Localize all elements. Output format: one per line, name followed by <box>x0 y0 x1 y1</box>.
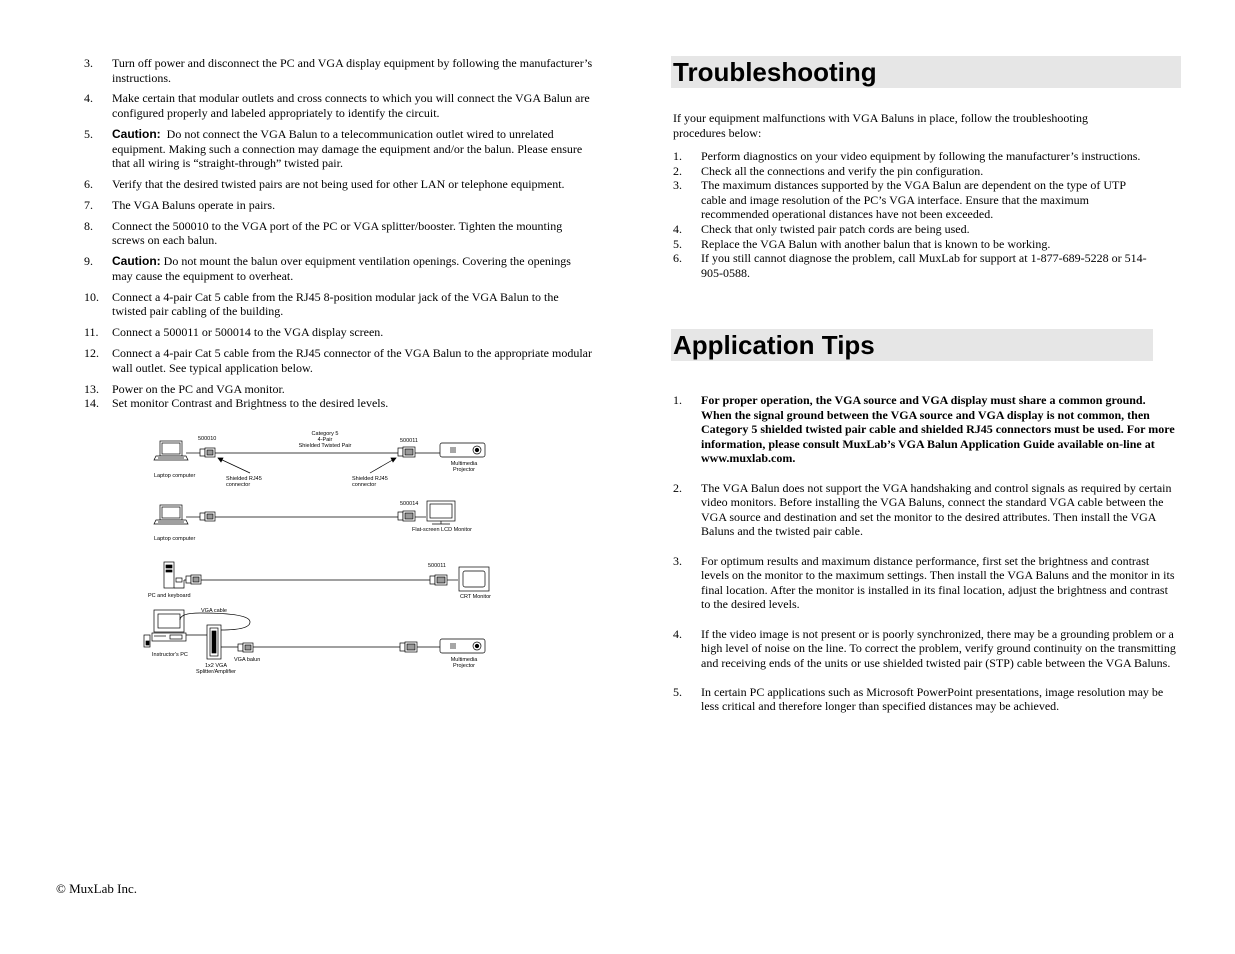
crt-monitor-icon <box>459 567 489 591</box>
step-5: 5. Caution: Do not connect the VGA Balun to a telecommunication outlet wired to unrelated equipment. Making such a connection may damage the equipment and/or the balun. Please ensure that all wiring is “straight-through” twisted pair. <box>84 126 583 171</box>
step-14: 14. Set monitor Contrast and Brightness to the desired levels. <box>84 396 389 411</box>
vga-splitter-icon <box>207 625 221 659</box>
troubleshooting-intro: If your equipment malfunctions with VGA Baluns in place, follow the troubleshooting procedures below: <box>673 111 1089 140</box>
label-rj45: Shielded RJ45 <box>226 476 262 482</box>
projector-icon <box>440 639 485 653</box>
application-tips-heading: Application Tips <box>671 329 1153 361</box>
step-11: 11. Connect a 500011 or 500014 to the VGA display screen. <box>84 325 384 340</box>
label-projector: Multimedia <box>450 657 478 663</box>
list-item: 2. Check all the connections and verify the pin configuration. <box>673 163 984 178</box>
label-lcd: Flat-screen LCD Monitor <box>412 527 472 533</box>
projector-icon <box>440 443 485 457</box>
label-500010: 500010 <box>198 436 217 442</box>
label-vga-cable: VGA cable <box>201 608 227 614</box>
troubleshooting-heading: Troubleshooting <box>671 56 1181 88</box>
step-4: 4. Make certain that modular outlets and cross connects to which you will connect the VGA Balun are configured properly and labeled appropriately to identify the circuit. <box>84 91 590 121</box>
label-laptop: Laptop computer <box>154 473 196 479</box>
right-column <box>617 0 1235 954</box>
list-item: 6. If you still cannot diagnose the problem, call MuxLab for support at 1-877-689-5228 or 514-905-0588. <box>673 251 1147 280</box>
label-vga-balun: VGA balun <box>234 657 261 663</box>
label-stp: Shielded Twisted Pair <box>298 443 352 449</box>
label-500011: 500011 <box>400 438 418 444</box>
list-item: 2. The VGA Balun does not support the VGA handshaking and control signals as required by certain video monitors. Before installing the VGA Baluns, connect the standard VGA cable between the VGA source and destination and set the monitor to the desired attributes. Then install the VGA Baluns and the twisted pair cable. <box>673 480 1172 539</box>
laptop-icon <box>154 441 188 460</box>
caution-label: Caution: <box>112 126 161 141</box>
step-6: 6. Verify that the desired twisted pairs are not being used for other LAN or telephone equipment. <box>84 177 565 192</box>
label-rj45: Shielded RJ45 <box>352 476 388 482</box>
pc-keyboard-icon <box>164 562 184 588</box>
step-3: 3. Turn off power and disconnect the PC and VGA display equipment by following the manufacturer’s instructions. <box>84 56 593 85</box>
label-laptop: Laptop computer <box>154 536 196 542</box>
step-12: 12. Connect a 4-pair Cat 5 cable from the RJ45 connector of the VGA Balun to the appropriate modular wall outlet. See typical application below. <box>84 346 592 375</box>
balun-icon <box>186 575 201 584</box>
list-item: 4. If the video image is not present or is poorly synchronized, there may be a grounding problem or a high level of noise on the line. To correct the problem, verify ground continuity on the transmitting and receiving ends of the units or use shielded twisted pair (STP) cable between the VGA Baluns. <box>673 626 1176 670</box>
label-projector: Projector <box>452 663 476 669</box>
balun-500014-icon <box>398 511 415 521</box>
balun-icon <box>200 512 215 521</box>
label-crt: CRT Monitor <box>460 594 491 600</box>
instructor-pc-icon <box>144 610 186 647</box>
label-splitter: 1x2 VGA <box>204 663 228 669</box>
label-500014: 500014 <box>400 501 419 507</box>
step-9: 9. Caution: Do not mount the balun over equipment ventilation openings. Covering the openings may cause the equipment to overheat. <box>84 254 571 283</box>
lcd-monitor-icon <box>427 501 455 524</box>
application-diagram <box>140 425 500 680</box>
step-10: 10. Connect a 4-pair Cat 5 cable from the RJ45 8-position modular jack of the VGA Balun to the twisted pair cabling of the building. <box>84 289 559 319</box>
label-splitter: Splitter/Amplifier <box>195 669 237 675</box>
balun-icon <box>400 642 417 652</box>
list-item: 1. For proper operation, the VGA source and VGA display must share a common ground. When the signal ground between the VGA source and VGA display is not common, then Category 5 shielded twisted pair cable and shielded RJ45 connectors must be used. For more information, please consult MuxLab’s VGA Balun Application Guide available on-line at www.muxlab.com. <box>673 393 1175 466</box>
laptop-icon <box>154 505 188 524</box>
label-pc: PC and keyboard <box>148 593 191 599</box>
label-projector: Multimedia <box>450 461 478 467</box>
list-item: 3. For optimum results and maximum distance performance, first set the brightness and contrast levels on the monitor to the maximum settings. Then install the VGA Baluns and the monitor in its final location. After the monitor is installed in its final location, adjust the brightness and contrast to the desired levels. <box>673 553 1175 612</box>
balun-500011-icon <box>398 447 415 457</box>
left-column <box>0 0 617 954</box>
step-8: 8. Connect the 500010 to the VGA port of the PC or VGA splitter/booster. Tighten the mounting screws on each balun. <box>84 218 563 248</box>
list-item: 4. Check that only twisted pair patch cords are being used. <box>673 221 970 236</box>
vga-balun-icon <box>238 643 253 652</box>
label-500011: 500011 <box>428 563 446 569</box>
step-13: 13. Power on the PC and VGA monitor. <box>84 381 285 396</box>
label-cat5: Category 5 <box>311 431 339 437</box>
label-4pair: 4-Pair <box>317 437 333 443</box>
label-rj45: connector <box>352 482 377 488</box>
label-projector: Projector <box>452 467 476 473</box>
list-item: 5. In certain PC applications such as Microsoft PowerPoint presentations, image resolution may be less critical and therefore longer than specified distances may be achieved. <box>673 684 1164 714</box>
troubleshooting-list <box>673 149 1153 280</box>
step-7: 7. The VGA Baluns operate in pairs. <box>84 197 276 212</box>
footer-copyright: © MuxLab Inc. <box>56 881 137 896</box>
balun-500010-icon <box>200 448 215 457</box>
list-item: 5. Replace the VGA Balun with another balun that is known to be working. <box>673 236 1051 251</box>
balun-icon <box>430 575 447 585</box>
list-item: 3. The maximum distances supported by the VGA Balun are dependent on the type of UTP cable and image resolution of the PC’s VGA interface. Ensure that the maximum recommended operational distances have not been exceeded. <box>673 178 1126 222</box>
label-instructor-pc: Instructor's PC <box>152 652 188 658</box>
caution-label: Caution: <box>112 254 161 269</box>
label-rj45: connector <box>226 482 251 488</box>
list-item: 1. Perform diagnostics on your video equipment by following the manufacturer’s instructions. <box>673 149 1141 163</box>
installation-steps <box>84 56 594 417</box>
application-tips-list <box>673 393 1179 729</box>
